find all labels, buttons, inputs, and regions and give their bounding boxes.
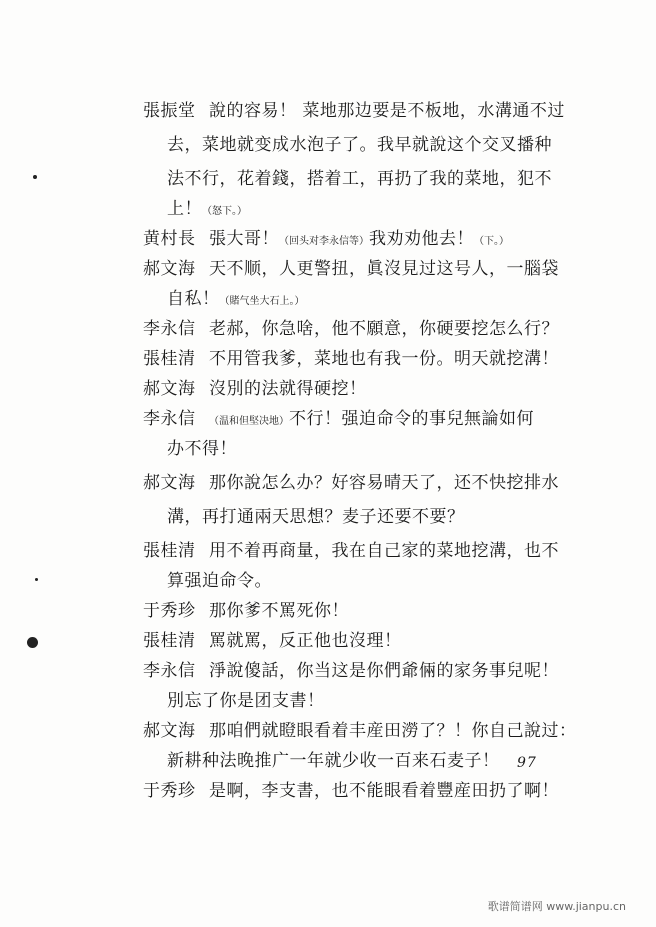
dialogue-line <box>143 502 563 532</box>
speaker-name: 于秀珍 <box>143 601 196 621</box>
dialogue-text: 張大哥！ <box>209 229 279 249</box>
dialogue-text: 溝，再打通兩天思想？麦子还要不要？ <box>167 507 465 527</box>
dialogue-text: 罵就罵，反正他也沒理！ <box>209 631 402 651</box>
dialogue-line <box>143 194 563 224</box>
dialogue-line <box>143 596 563 626</box>
speaker-name: 李永信 <box>143 319 196 339</box>
dialogue-text: 沒別的法就得硬挖！ <box>209 379 367 399</box>
dialogue-line <box>143 468 563 498</box>
dialogue-line <box>143 164 563 194</box>
stage-direction: （温和但堅决地） <box>209 416 289 427</box>
speaker-name: 郝文海 <box>143 473 196 493</box>
speaker-name: 張桂清 <box>143 541 196 561</box>
site-watermark: 歌谱简谱网 www.jianpu.cn <box>487 900 626 913</box>
dialogue-line <box>143 536 563 566</box>
dialogue-text: 自私！ <box>167 289 220 309</box>
ink-spot <box>33 175 37 179</box>
dialogue-text: 办不得！ <box>167 439 237 459</box>
dialogue-line <box>143 284 563 314</box>
dialogue-text: 那咱們就瞪眼看着丰産田澇了？！你自己說过： <box>209 721 577 741</box>
stage-direction: （回头对李永信等） <box>279 236 369 247</box>
dialogue-text: 天不顺，人更警扭，眞沒見过这号人，一腦袋 <box>209 259 559 279</box>
dialogue-line <box>143 626 563 656</box>
dialogue-text: 法不行，花着錢，搭着工，再扔了我的菜地，犯不 <box>167 169 552 189</box>
speaker-name: 張桂清 <box>143 349 196 369</box>
speaker-name: 李永信 <box>143 409 196 429</box>
speaker-name: 郝文海 <box>143 259 196 279</box>
speaker-name: 郝文海 <box>143 379 196 399</box>
dialogue-line <box>143 656 563 686</box>
dialogue-text: 去，菜地就变成水泡子了。我早就說这个交叉播种 <box>167 135 552 155</box>
dialogue-line <box>143 776 563 806</box>
speaker-name: 于秀珍 <box>143 781 196 801</box>
dialogue-text: 老郝，你急啥，他不願意，你硬要挖怎么行？ <box>209 319 559 339</box>
dialogue-text: 淨說傻話，你当这是你們爺倆的家务事兒呢！ <box>209 661 559 681</box>
script-dialogue <box>143 96 577 806</box>
dialogue-text: 是啊，李支書，也不能眼看着豐産田扔了啊！ <box>209 781 559 801</box>
ink-spot <box>35 578 38 581</box>
dialogue-text: 那你說怎么办？好容易晴天了，还不快挖排水 <box>209 473 559 493</box>
dialogue-text: 我劝劝他去！ <box>369 229 474 249</box>
dialogue-line <box>143 344 563 374</box>
binding-hole <box>27 637 38 648</box>
dialogue-text: 用不着再商量，我在自己家的菜地挖溝，也不 <box>209 541 559 561</box>
dialogue-line <box>143 224 563 254</box>
dialogue-line <box>143 254 563 284</box>
speaker-name: 李永信 <box>143 661 196 681</box>
dialogue-text: 算强迫命令。 <box>167 571 272 591</box>
stage-direction: （賭气坐大石上。） <box>219 296 305 307</box>
dialogue-line <box>143 686 563 716</box>
speaker-name: 張桂清 <box>143 631 196 651</box>
dialogue-line <box>143 374 563 404</box>
dialogue-text: 上！ <box>167 199 202 219</box>
page-number: 97 <box>517 755 537 771</box>
dialogue-line <box>143 404 563 434</box>
dialogue-text: 新耕种法晚推广一年就少收一百来石麦子！ <box>167 751 500 771</box>
stage-direction: （怒下。） <box>202 206 247 217</box>
dialogue-line <box>143 434 563 464</box>
speaker-name: 黄村長 <box>143 229 196 249</box>
dialogue-text: 不用管我爹，菜地也有我一份。明天就挖溝！ <box>209 349 559 369</box>
dialogue-text: 說的容易！ 菜地那边要是不板地，水溝通不过 <box>209 101 565 121</box>
dialogue-line <box>143 314 563 344</box>
dialogue-line <box>143 566 563 596</box>
dialogue-text: 別忘了你是团支書！ <box>167 691 325 711</box>
stage-direction: （下。） <box>474 236 509 247</box>
dialogue-line <box>143 130 563 160</box>
dialogue-line <box>143 716 577 746</box>
dialogue-text: 不行！强迫命令的事兒無論如何 <box>289 409 534 429</box>
dialogue-text: 那你爹不罵死你！ <box>209 601 349 621</box>
speaker-name: 郝文海 <box>143 721 196 741</box>
dialogue-line <box>143 96 563 126</box>
dialogue-line <box>143 746 563 776</box>
speaker-name: 張振堂 <box>143 101 196 121</box>
